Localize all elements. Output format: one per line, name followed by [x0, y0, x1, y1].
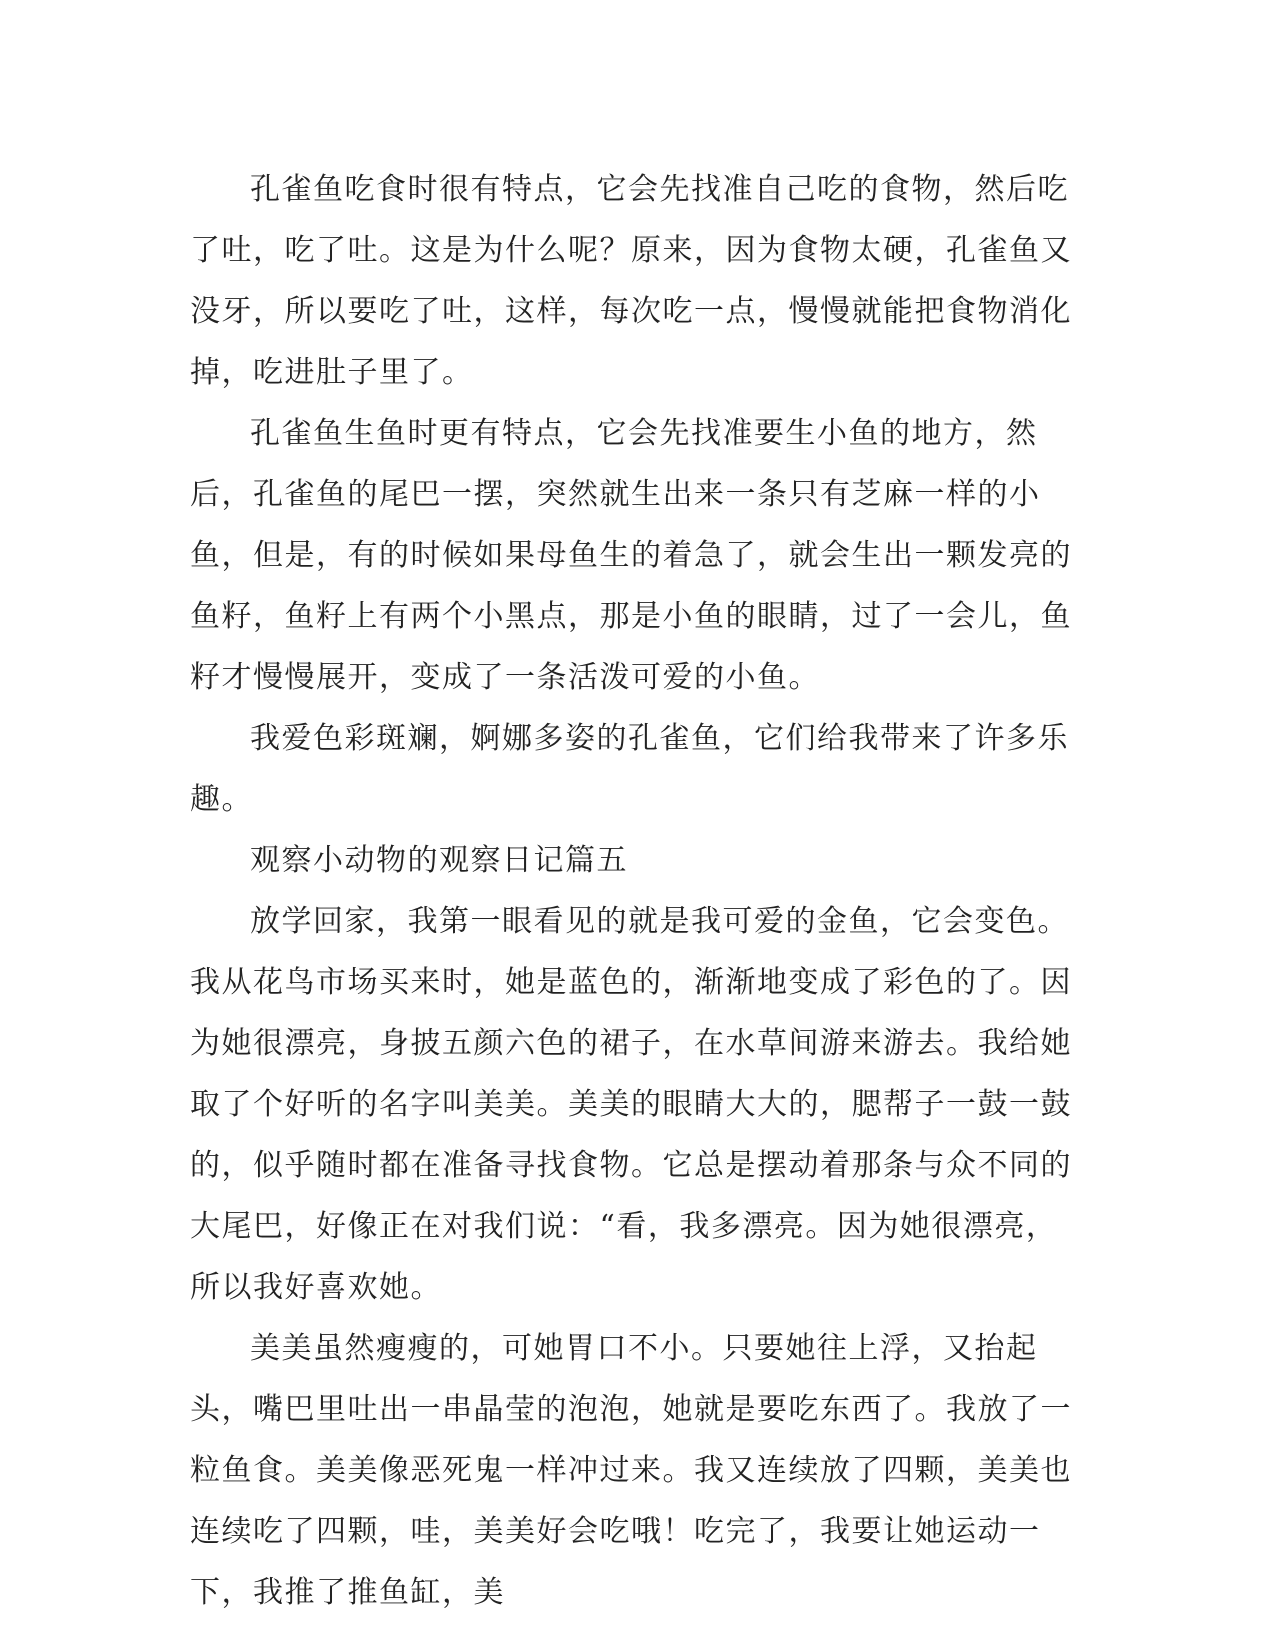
paragraph-guppy-love: 我爱色彩斑斓，婀娜多姿的孔雀鱼，它们给我带来了许多乐趣。 — [190, 721, 1069, 817]
document-body — [190, 159, 1080, 1623]
paragraph-guppy-birth: 孔雀鱼生鱼时更有特点，它会先找准要生小鱼的地方，然后，孔雀鱼的尾巴一摆，突然就生出来一条只有芝麻一样的小鱼，但是，有的时候如果母鱼生的着急了，就会生出一颗发亮的鱼籽，鱼籽上有两个小黑点，那是小鱼的眼睛，过了一会儿，鱼籽才慢慢展开，变成了一条活泼可爱的小鱼。 — [190, 416, 1072, 695]
paragraph-goldfish-feeding: 美美虽然瘦瘦的，可她胃口不小。只要她往上浮，又抬起头，嘴巴里吐出一串晶莹的泡泡，她就是要吃东西了。我放了一粒鱼食。美美像恶死鬼一样冲过来。我又连续放了四颗，美美也连续吃了四颗，哇，美美好会吃哦！吃完了，我要让她运动一下，我推了推鱼缸，美 — [190, 1331, 1072, 1610]
paragraph-guppy-eating: 孔雀鱼吃食时很有特点，它会先找准自己吃的食物，然后吃了吐，吃了吐。这是为什么呢？原来，因为食物太硬，孔雀鱼又没牙，所以要吃了吐，这样，每次吃一点，慢慢就能把食物消化掉，吃进肚子里了。 — [190, 172, 1072, 390]
paragraph-goldfish-intro: 放学回家，我第一眼看见的就是我可爱的金鱼，它会变色。我从花鸟市场买来时，她是蓝色的，渐渐地变成了彩色的了。因为她很漂亮，身披五颜六色的裙子，在水草间游来游去。我给她取了个好听的名字叫美美。美美的眼睛大大的，腮帮子一鼓一鼓的，似乎随时都在准备寻找食物。它总是摆动着那条与众不同的大尾巴，好像正在对我们说：“看，我多漂亮。因为她很漂亮，所以我好喜欢她。 — [190, 904, 1072, 1305]
section-title: 观察小动物的观察日记篇五 — [250, 843, 628, 878]
